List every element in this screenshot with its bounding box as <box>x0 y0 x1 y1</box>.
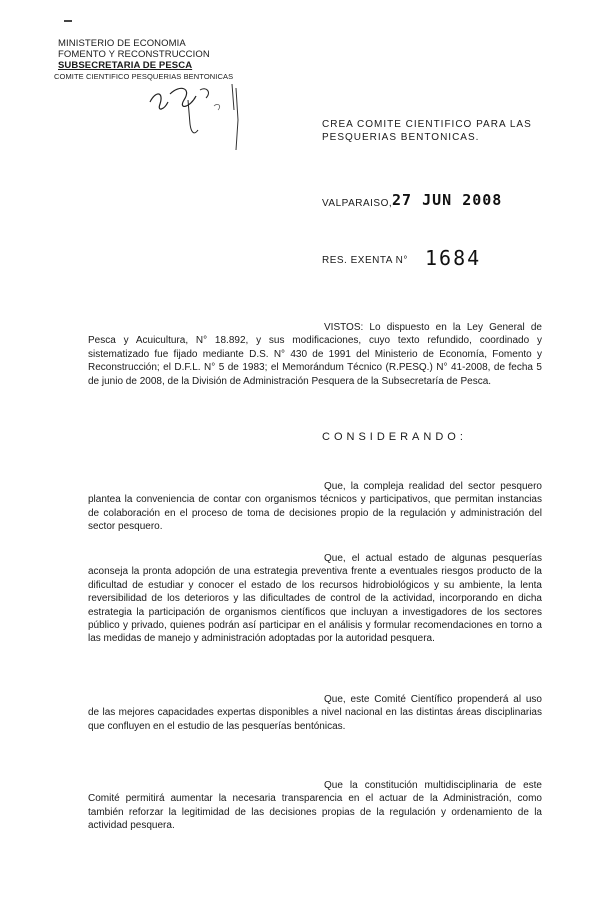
letterhead-ministry: MINISTERIO DE ECONOMIA <box>58 38 186 49</box>
resolution-title: CREA COMITE CIENTIFICO PARA LAS PESQUERIAS BENTONICAS. <box>322 119 532 143</box>
resolution-label: RES. EXENTA N° <box>322 255 408 266</box>
considerando-heading: CONSIDERANDO: <box>322 431 467 443</box>
place-label: VALPARAISO, <box>322 198 393 209</box>
handwritten-initials <box>140 80 250 162</box>
considerando-paragraph-3: Que, este Comité Científico propenderá al uso de las mejores capacidades expertas disponibles a nivel nacional en las distintas áreas disciplinarias que confluyen en el estudio de las pesquerías bentónicas. <box>88 694 542 732</box>
vistos-paragraph: VISTOS: Lo dispuesto en la Ley General de Pesca y Acuicultura, N° 18.892, y sus modificaciones, cuyo texto refundido, coordinado y sistematizado fue fijado mediante D.S. N° 430 de 1991 del Ministerio de Economía, Fomento y Reconstrucción; el D.F.L. N° 5 de 1983; el Memorándum Técnico (R.PESQ.) N° 41-2008, de fecha 5 de junio de 2008, de la División de Administración Pesquera de la Subsecretaría de Pesca. <box>88 322 542 387</box>
resolution-number: 1684 <box>425 246 482 270</box>
considerando-paragraph-1: Que, la compleja realidad del sector pesquero plantea la conveniencia de contar con organismos técnicos y participativos, que permitan instancias de colaboración en el proceso de toma de decisiones propio de la regulación y administración del sector pesquero. <box>88 481 542 533</box>
letterhead <box>54 38 258 82</box>
considerando-paragraph-2: Que, el actual estado de algunas pesquerías aconseja la pronta adopción de una estrategia preventiva frente a eventuales riesgos producto de la dificultad de estudiar y conocer el estado de los recursos hidrobiológicos y su ambiente, la lenta reversibilidad de los deterioros y las dificultades de control de la actividad, incorporando en dicha estrategia la participación de organismos científicos que incluyan a investigadores de los sectores público y privado, quienes podrán así participar en el análisis y formular recomendaciones en torno a las medidas de manejo y administración adoptadas por la autoridad pesquera. <box>88 553 542 645</box>
date-stamp: 27 JUN 2008 <box>392 191 503 209</box>
scan-mark <box>64 20 72 22</box>
letterhead-comite: COMITE CIENTIFICO PESQUERIAS BENTONICAS <box>54 72 234 81</box>
letterhead-subsecretaria: SUBSECRETARIA DE PESCA <box>58 60 193 71</box>
considerando-paragraph-4: Que la constitución multidisciplinaria de este Comité permitirá aumentar la necesaria transparencia en el actuar de la Administración, como también reforzar la legitimidad de las decisiones propias de la regulación y ordenamiento de la actividad pesquera. <box>88 780 542 832</box>
letterhead-ministry-2: FOMENTO Y RECONSTRUCCION <box>58 49 210 60</box>
